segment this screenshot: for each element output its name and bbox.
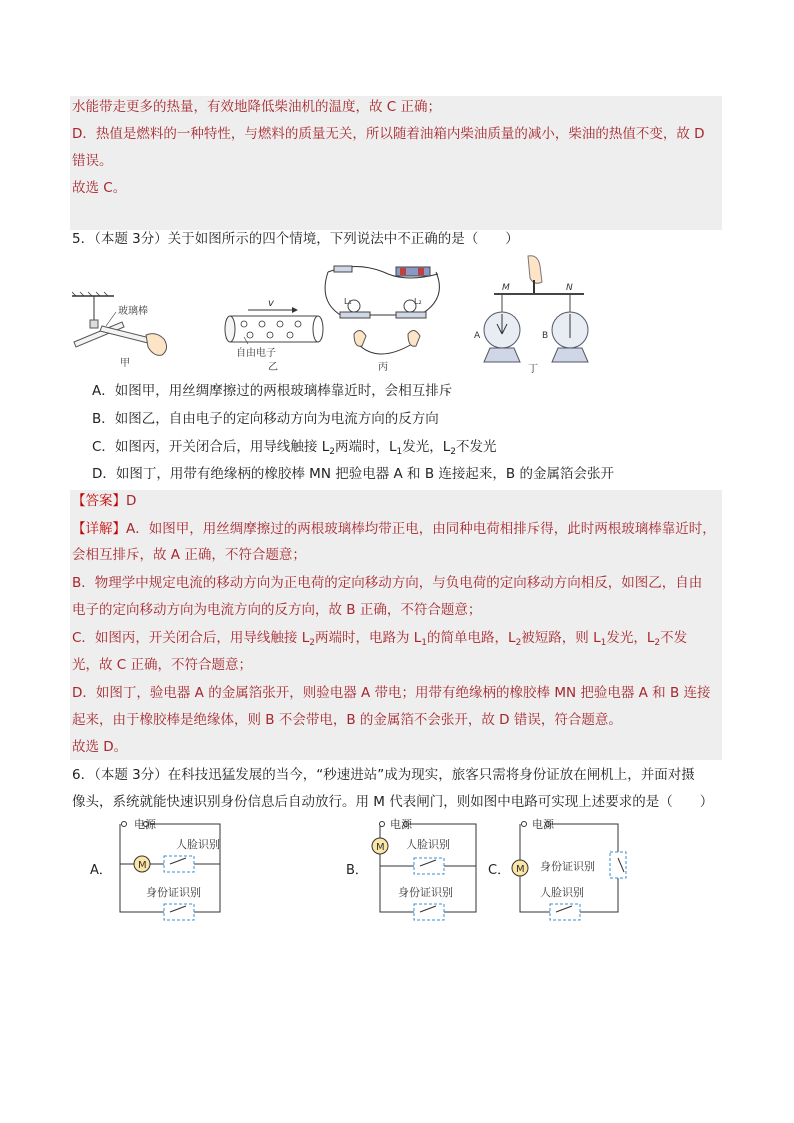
q5-n-label: N bbox=[566, 283, 573, 293]
q5-stem: 5．（本题 3分）关于如图所示的四个情境，下列说法中不正确的是（ ） bbox=[72, 231, 519, 247]
q5-detail-line-4: 电子的定向移动方向为电流方向的反方向，故 B 正确，不符合题意； bbox=[72, 602, 482, 618]
q5-option-c[interactable]: C．如图丙，开关闭合后，用导线触接 $L_2$两端时，$L_1$发光，$L_2$不发光 bbox=[92, 439, 497, 457]
q5-detail-line-8: 起来，由于橡胶棒是绝缘体，则 B 不会带电，B 的金属箔不会张开，故 D 错误，符合题意。 bbox=[72, 712, 622, 728]
q6-circuit-c[interactable] bbox=[486, 816, 636, 926]
q5-velocity-label: v bbox=[268, 298, 274, 309]
q5-detail-line-7: D．如图丁，验电器 A 的金属箔张开，则验电器 A 带电；用带有绝缘柄的橡胶棒 MN 把验电器 A 和 B 连接 bbox=[72, 685, 711, 701]
q5-figure-bing bbox=[318, 258, 448, 372]
q6-b-id-label: 身份证识别 bbox=[398, 886, 453, 899]
q5-label-bing: 丙 bbox=[378, 362, 388, 372]
q6-a-power-label: 电源 bbox=[134, 818, 156, 831]
q5-figure-ding bbox=[472, 254, 602, 374]
q6-a-motor-label: M bbox=[138, 860, 147, 871]
q6-a-face-label: 人脸识别 bbox=[176, 838, 220, 851]
previous-answer-line-4: 故选 C。 bbox=[72, 180, 127, 196]
previous-answer-block bbox=[70, 96, 722, 230]
q5-m-label: M bbox=[502, 283, 510, 293]
q5-option-d[interactable]: D．如图丁，用带有绝缘柄的橡胶棒 MN 把验电器 A 和 B 连接起来，B 的金属箔会张开 bbox=[92, 466, 614, 482]
q5-detail-line-1: 【详解】A．如图甲，用丝绸摩擦过的两根玻璃棒均带正电，由同种电荷相排斥得，此时两根玻璃棒靠近时， bbox=[72, 521, 716, 537]
q6-b-face-label: 人脸识别 bbox=[406, 838, 450, 851]
q5-electroscope-a-label: A bbox=[474, 331, 481, 341]
q5-option-b[interactable]: B．如图乙，自由电子的定向移动方向为电流方向的反方向 bbox=[92, 411, 439, 427]
q6-b-power-label: 电源 bbox=[390, 818, 412, 831]
previous-answer-line-3: 错误。 bbox=[72, 153, 113, 169]
q6-c-face-label: 人脸识别 bbox=[540, 886, 584, 899]
q6-c-id-label: 身份证识别 bbox=[540, 860, 595, 873]
q5-detail-tag: 【详解】 bbox=[72, 521, 126, 537]
q6-c-power-label: 电源 bbox=[532, 818, 554, 831]
q6-option-a-label: A． bbox=[90, 863, 112, 878]
q5-label-yi: 乙 bbox=[268, 362, 278, 372]
q5-detail-line-5: C．如图丙，开关闭合后，用导线触接 $L_2$两端时，电路为 $L_1$的简单电路，$L_2$被短路，则 $L_1$发光，$L_2$不发 bbox=[72, 630, 688, 648]
q5-figure-jia bbox=[72, 290, 182, 370]
q6-a-id-label: 身份证识别 bbox=[146, 886, 201, 899]
q5-detail-line-9: 故选 D。 bbox=[72, 739, 128, 755]
q5-label-ding: 丁 bbox=[528, 364, 538, 374]
q5-bulb-l2-label: L₂ bbox=[414, 297, 422, 306]
q6-c-motor-label: M bbox=[516, 864, 525, 875]
q5-answer-tag: 【答案】 bbox=[72, 493, 126, 509]
q6-b-motor-label: M bbox=[376, 842, 385, 853]
q6-stem-line-1: 6．（本题 3分）在科技迅猛发展的当今，“秒速进站”成为现实，旅客只需将身份证放在闸机上，并面对摄 bbox=[72, 767, 695, 783]
q5-label-jia: 甲 bbox=[120, 358, 130, 369]
q5-detail-line-3: B．物理学中规定电流的移动方向为正电荷的定向移动方向，与负电荷的定向移动方向相反，如图乙，自由 bbox=[72, 575, 703, 591]
q5-bulb-l1-label: L₁ bbox=[344, 297, 352, 306]
q6-option-c-label: C． bbox=[488, 863, 511, 878]
q5-free-electron-label: 自由电子 bbox=[236, 348, 276, 359]
q5-detail-line-2: 会相互排斥，故 A 正确，不符合题意； bbox=[72, 547, 306, 563]
q5-electroscope-b-label: B bbox=[542, 331, 549, 341]
q5-option-a[interactable]: A．如图甲，用丝绸摩擦过的两根玻璃棒靠近时，会相互排斥 bbox=[92, 383, 453, 399]
previous-answer-line-1: 水能带走更多的热量，有效地降低柴油机的温度，故 C 正确； bbox=[72, 99, 442, 115]
q5-detail-line-6: 光，故 C 正确，不符合题意； bbox=[72, 657, 253, 673]
q5-glass-rod-label: 玻璃棒 bbox=[118, 306, 148, 317]
q5-answer-value: D bbox=[126, 493, 137, 509]
q6-circuit-b[interactable] bbox=[344, 816, 484, 926]
q5-figure-yi bbox=[220, 296, 330, 372]
q5-answer-line bbox=[72, 492, 136, 510]
q6-stem-line-2: 像头，系统就能快速识别身份信息后自动放行。用 M 代表闸门，则如图中电路可实现上述要求的是（ ） bbox=[72, 794, 714, 810]
previous-answer-line-2: D．热值是燃料的一种特性，与燃料的质量无关，所以随着油箱内柴油质量的减小，柴油的热值不变，故 D bbox=[72, 126, 705, 142]
q6-option-b-label: B． bbox=[346, 863, 368, 878]
q6-circuit-a[interactable] bbox=[88, 816, 248, 926]
